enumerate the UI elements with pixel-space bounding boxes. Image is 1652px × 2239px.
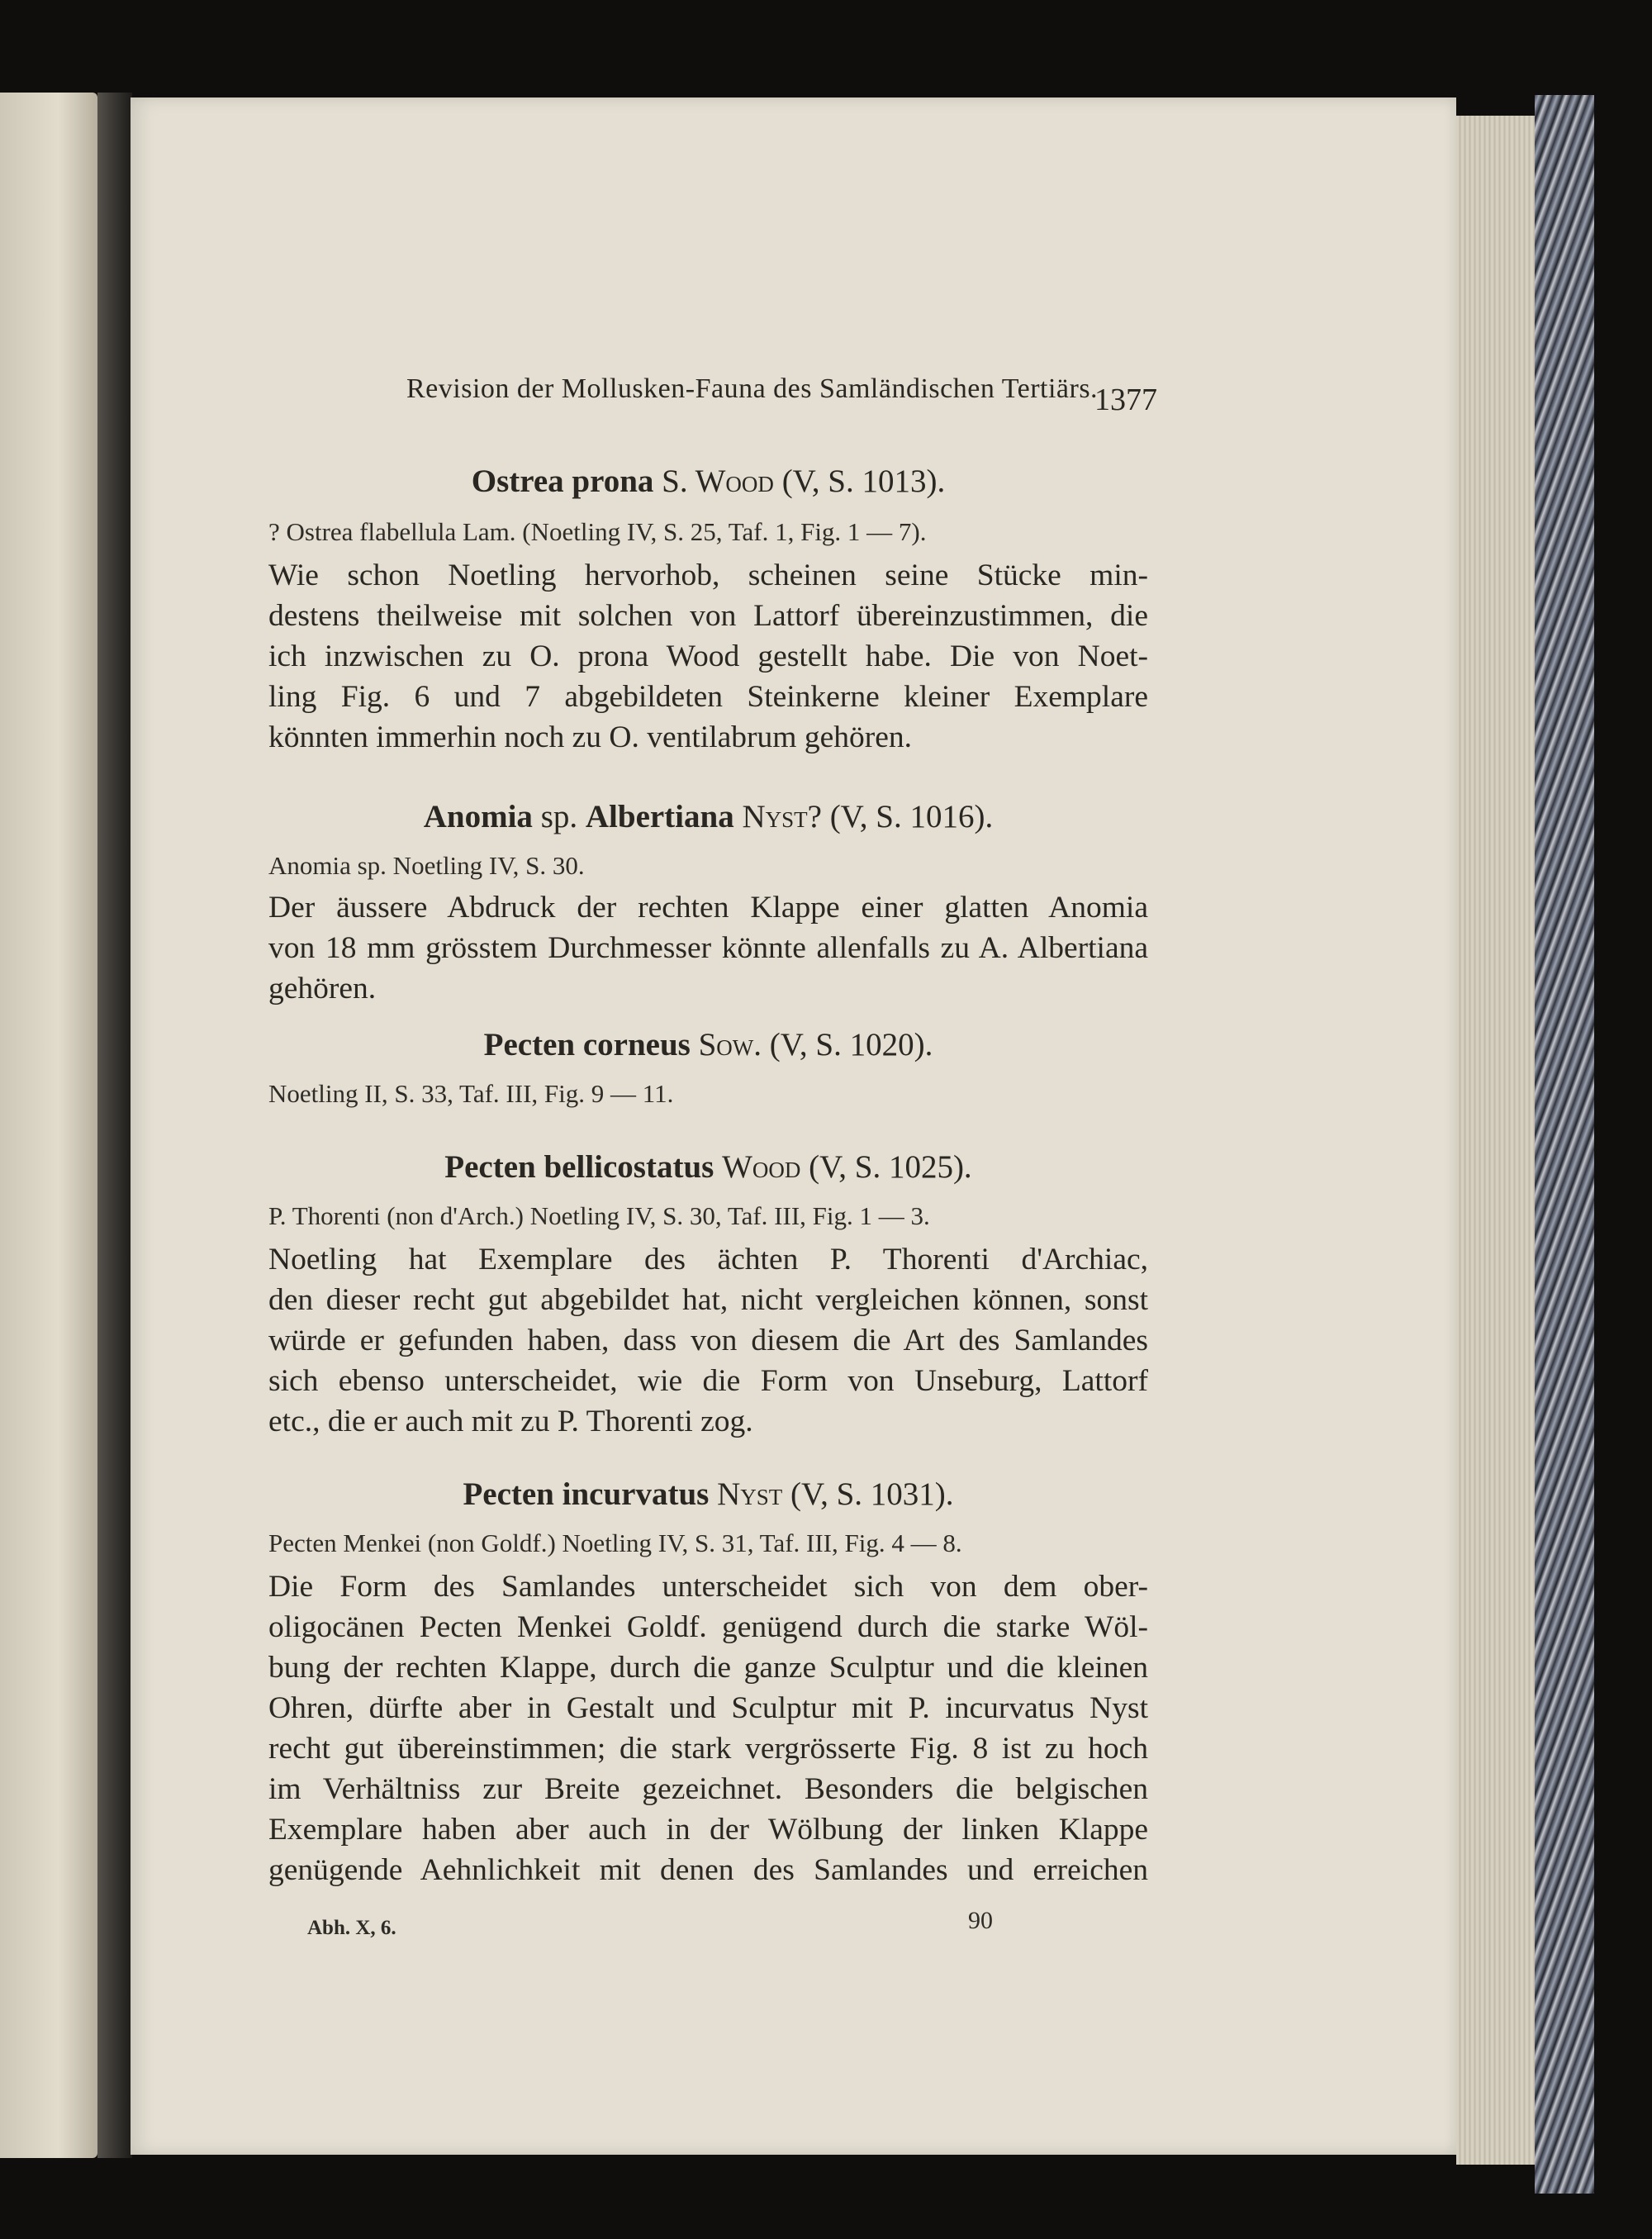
- page-edges: [1456, 116, 1535, 2165]
- left-page-edge: [0, 93, 97, 2158]
- text-line: Die Form des Samlandes unterscheidet sich von dem ober-: [268, 1570, 1148, 1604]
- footer-volume: Abh. X, 6.: [307, 1917, 396, 1939]
- text-line: gehören.: [268, 972, 377, 1005]
- synonymy-line: Anomia sp. Noetling IV, S. 30.: [268, 851, 585, 880]
- heading-author: Nyst: [717, 1476, 783, 1512]
- heading-author: Nyst?: [742, 799, 822, 834]
- heading-reference: (V, S. 1013).: [781, 463, 946, 499]
- species-heading: [268, 463, 1148, 500]
- synonymy-line: ? Ostrea flabellula Lam. (Noetling IV, S. 25, Taf. 1, Fig. 1 — 7).: [268, 517, 927, 546]
- heading-taxon: Pecten corneus: [483, 1027, 691, 1062]
- synonymy-line: P. Thorenti (non d'Arch.) Noetling IV, S. 30, Taf. III, Fig. 1 — 3.: [268, 1201, 930, 1230]
- text-line: den dieser recht gut abgebildet hat, nicht vergleichen können, sonst: [268, 1283, 1148, 1317]
- heading-reference: (V, S. 1031).: [790, 1476, 954, 1512]
- text-line: sich ebenso unterscheidet, wie die Form von Unseburg, Lattorf: [268, 1364, 1148, 1398]
- heading-reference: (V, S. 1025).: [809, 1149, 972, 1185]
- heading-taxon: Pecten bellicostatus: [444, 1149, 714, 1185]
- synonymy-line: Pecten Menkei (non Goldf.) Noetling IV, S. 31, Taf. III, Fig. 4 — 8.: [268, 1528, 962, 1557]
- running-head: Revision der Mollusken-Fauna des Samländischen Tertiärs.: [406, 373, 1099, 404]
- text-line: Der äussere Abdruck der rechten Klappe einer glatten Anomia: [268, 891, 1148, 925]
- text-line: Exemplare haben aber auch in der Wölbung der linken Klappe: [268, 1813, 1148, 1847]
- text-line: ling Fig. 6 und 7 abgebildeten Steinkerne kleiner Exemplare: [268, 680, 1148, 714]
- synonymy-line: Noetling II, S. 33, Taf. III, Fig. 9 — 11.: [268, 1079, 674, 1108]
- paragraph: [268, 887, 1148, 1009]
- heading-reference: (V, S. 1016).: [829, 799, 994, 834]
- text-line: genügende Aehnlichkeit mit denen des Samlandes und erreichen: [268, 1853, 1148, 1887]
- heading-reference: (V, S. 1020).: [769, 1027, 933, 1062]
- heading-taxon: Pecten incurvatus: [463, 1476, 710, 1512]
- book-gutter: [97, 93, 132, 2158]
- species-heading: [268, 1026, 1148, 1063]
- heading-author: Sow.: [698, 1027, 762, 1062]
- heading-author: S. Wood: [662, 463, 774, 499]
- species-heading: [268, 1148, 1148, 1186]
- book-cover-edge: [1535, 95, 1594, 2194]
- footer-signature: 90: [968, 1907, 993, 1934]
- heading-qualifier: sp.: [540, 799, 578, 834]
- species-heading: [268, 798, 1148, 835]
- heading-taxon: Anomia: [423, 799, 533, 834]
- paragraph: [268, 1566, 1148, 1890]
- paragraph: [268, 1239, 1148, 1442]
- heading-taxon: Ostrea prona: [471, 463, 654, 499]
- text-line: ich inzwischen zu O. prona Wood gestellt habe. Die von Noet-: [268, 639, 1148, 673]
- text-line: Noetling hat Exemplare des ächten P. Thorenti d'Archiac,: [268, 1243, 1148, 1276]
- text-line: würde er gefunden haben, dass von diesem die Art des Samlandes: [268, 1324, 1148, 1357]
- text-line: könnten immerhin noch zu O. ventilabrum gehören.: [268, 720, 912, 754]
- text-line: bung der rechten Klappe, durch die ganze Sculptur und die kleinen: [268, 1651, 1148, 1685]
- text-line: von 18 mm grösstem Durchmesser könnte allenfalls zu A. Albertiana: [268, 931, 1148, 965]
- heading-author: Wood: [722, 1149, 801, 1185]
- text-line: destens theilweise mit solchen von Lattorf übereinzustimmen, die: [268, 599, 1148, 633]
- species-heading: [268, 1476, 1148, 1513]
- text-line: Wie schon Noetling hervorhob, scheinen seine Stücke min-: [268, 559, 1148, 592]
- text-line: etc., die er auch mit zu P. Thorenti zog.: [268, 1405, 753, 1438]
- text-line: recht gut übereinstimmen; die stark vergrösserte Fig. 8 ist zu hoch: [268, 1732, 1148, 1766]
- text-line: oligocänen Pecten Menkei Goldf. genügend durch die starke Wöl-: [268, 1610, 1148, 1644]
- page-number: 1377: [1094, 383, 1157, 417]
- paragraph: [268, 555, 1148, 758]
- text-line: Ohren, dürfte aber in Gestalt und Sculptur mit P. incurvatus Nyst: [268, 1691, 1148, 1725]
- heading-species: Albertiana: [585, 799, 734, 834]
- text-line: im Verhältniss zur Breite gezeichnet. Besonders die belgischen: [268, 1772, 1148, 1806]
